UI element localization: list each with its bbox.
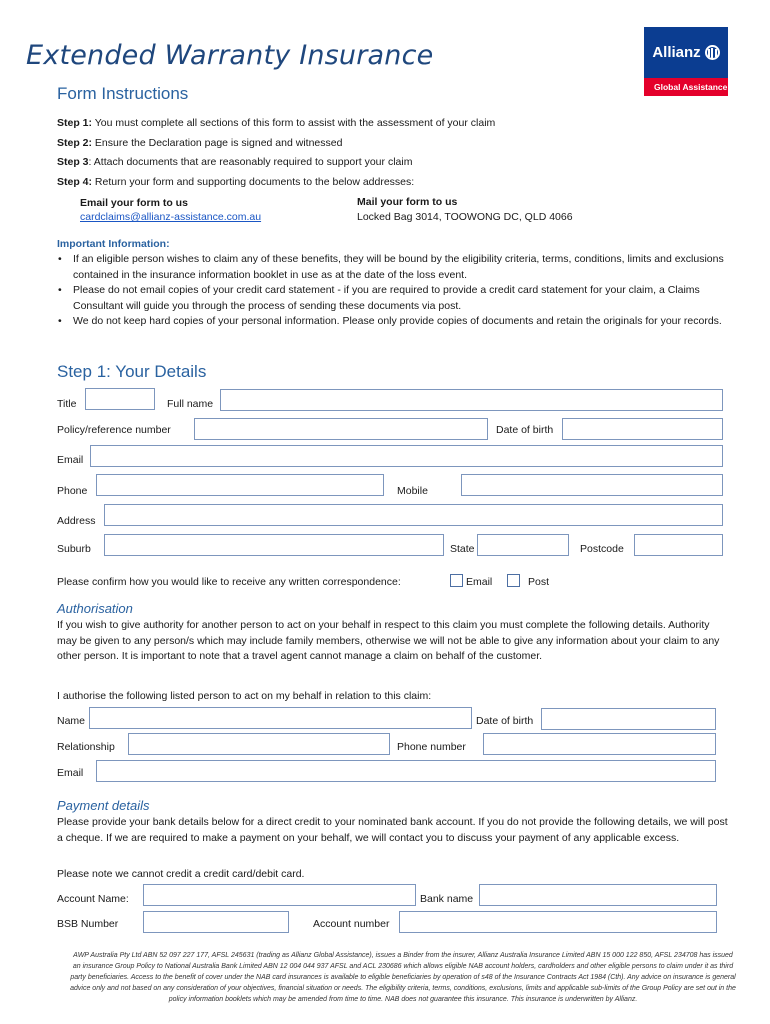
- authorisation-statement: I authorise the following listed person to act on my behalf in relation to this claim:: [57, 690, 432, 702]
- mobile-input[interactable]: [461, 474, 723, 496]
- suburb-label: Suburb: [57, 543, 91, 555]
- logo-subtitle: Global Assistance: [644, 78, 728, 96]
- email-input[interactable]: [90, 445, 723, 467]
- full-name-label: Full name: [167, 398, 214, 410]
- correspondence-question: Please confirm how you would like to receive any written correspondence:: [57, 576, 401, 588]
- form-instructions-heading: Form Instructions: [57, 84, 189, 103]
- auth-email-input[interactable]: [96, 760, 716, 782]
- auth-relationship-label: Relationship: [57, 741, 115, 753]
- allianz-logo: [644, 27, 728, 78]
- bank-name-input[interactable]: [479, 884, 717, 906]
- address-label: Address: [57, 515, 96, 527]
- account-name-input[interactable]: [143, 884, 416, 906]
- account-number-label: Account number: [313, 918, 390, 930]
- account-name-label: Account Name:: [57, 893, 129, 905]
- postcode-input[interactable]: [634, 534, 723, 556]
- mail-heading: Mail your form to us: [357, 196, 458, 208]
- auth-email-label: Email: [57, 767, 84, 779]
- email-label: Email: [57, 454, 84, 466]
- correspondence-post-label: Post: [528, 576, 550, 588]
- state-label: State: [450, 543, 475, 555]
- policy-number-input[interactable]: [194, 418, 488, 440]
- auth-relationship-input[interactable]: [128, 733, 390, 755]
- address-input[interactable]: [104, 504, 723, 526]
- auth-dob-input[interactable]: [541, 708, 716, 730]
- legal-disclaimer: AWP Australia Pty Ltd ABN 52 097 227 177, AFSL 245631 (trading as Allianz Global Assistance), issues a Binder from the insurer, Allianz Australia Insurance Limited ABN 15 000 122 850, AFSL 234708 has issued an insurance Group Policy to National Australia Bank Limited ABN 12 004 044 937 AFSL and ACL 230686 which allows eligible NAB account holders, cardholders and other eligible persons to claim under it as third party beneficiaries. Access to the benefit of cover under the NAB card insurances is available to eligible beneficiaries by operation of s48 of the Insurance Contracts Act 1984 (Cth). Any advice on insurance is general advice only and not based on any consideration of your objectives, financial situation or needs. The eligibility criteria, terms, conditions, exclusions, limits and applicable sub-limits of the Group Policy are set out in the policy information booklets which may be amended from time to time. NAB does not guarantee this insurance. This insurance is underwritten by Allianz.: [70, 952, 736, 1003]
- logo-brand-text: Allianz: [652, 44, 701, 61]
- bsb-label: BSB Number: [57, 918, 119, 930]
- your-details-heading: Step 1: Your Details: [57, 362, 207, 381]
- important-information-heading: Important Information:: [57, 238, 170, 250]
- instruction-step-4: Step 4: Return your form and supporting documents to the below addresses:: [57, 176, 415, 188]
- mail-address: Locked Bag 3014, TOOWONG DC, QLD 4066: [357, 211, 573, 223]
- bsb-input[interactable]: [143, 911, 289, 933]
- policy-number-label: Policy/reference number: [57, 424, 171, 436]
- payment-paragraph: Please provide your bank details below for a direct credit to your nominated bank account. If you do not provide the following details, we will post a cheque. If we are required to make a payment on your behalf, we will contact you to discuss your payment of any applicable excess.: [57, 816, 728, 844]
- mobile-label: Mobile: [397, 485, 428, 497]
- suburb-input[interactable]: [104, 534, 444, 556]
- list-item: • If an eligible person wishes to claim any of these benefits, they will be bound by the eligibility criteria, terms, conditions, limits and exclusions contained in the insurance information booklet in use as at the date of the loss event.: [57, 252, 729, 283]
- state-input[interactable]: [477, 534, 569, 556]
- allianz-eagle-icon: [705, 45, 720, 60]
- list-item: • We do not keep hard copies of your personal information. Please only provide copies of documents and retain the originals for your records.: [57, 314, 729, 330]
- auth-phone-label: Phone number: [397, 741, 466, 753]
- dob-input[interactable]: [562, 418, 723, 440]
- claims-email-link[interactable]: cardclaims@allianz-assistance.com.au: [80, 211, 262, 223]
- bank-name-label: Bank name: [420, 893, 474, 905]
- payment-note: Please note we cannot credit a credit card/debit card.: [57, 868, 305, 880]
- correspondence-email-checkbox[interactable]: [450, 574, 463, 587]
- instruction-step-1: Step 1: You must complete all sections of this form to assist with the assessment of your claim: [57, 117, 496, 129]
- correspondence-post-checkbox[interactable]: [507, 574, 520, 587]
- full-name-input[interactable]: [220, 389, 723, 411]
- auth-name-input[interactable]: [89, 707, 472, 729]
- authorisation-paragraph: If you wish to give authority for another person to act on your behalf in respect to this claim you must complete the following details. Authority may be given to any person/s which may include family members, otherwise we will not be able to give any information about your claim to any other person. It is important to note that a travel agent cannot manage a claim on behalf of the customer.: [57, 619, 720, 662]
- document-title: Extended Warranty Insurance: [26, 40, 434, 71]
- correspondence-email-label: Email: [466, 576, 493, 588]
- postcode-label: Postcode: [580, 543, 624, 555]
- instruction-step-3: Step 3: Attach documents that are reasonably required to support your claim: [57, 156, 413, 168]
- email-heading: Email your form to us: [80, 197, 188, 209]
- auth-phone-input[interactable]: [483, 733, 716, 755]
- title-input[interactable]: [85, 388, 155, 410]
- auth-name-label: Name: [57, 715, 86, 727]
- auth-dob-label: Date of birth: [476, 715, 534, 727]
- instruction-step-2: Step 2: Ensure the Declaration page is signed and witnessed: [57, 137, 343, 149]
- account-number-input[interactable]: [399, 911, 717, 933]
- phone-input[interactable]: [96, 474, 384, 496]
- important-information-list: [57, 252, 729, 330]
- title-label: Title: [57, 398, 77, 410]
- authorisation-heading: Authorisation: [57, 601, 133, 616]
- list-item: • Please do not email copies of your credit card statement - if you are required to provide a credit card statement for your claim, a Claims Consultant will guide you through the process of sending these documents via post.: [57, 283, 729, 314]
- phone-label: Phone: [57, 485, 88, 497]
- dob-label: Date of birth: [496, 424, 554, 436]
- payment-details-heading: Payment details: [57, 798, 150, 813]
